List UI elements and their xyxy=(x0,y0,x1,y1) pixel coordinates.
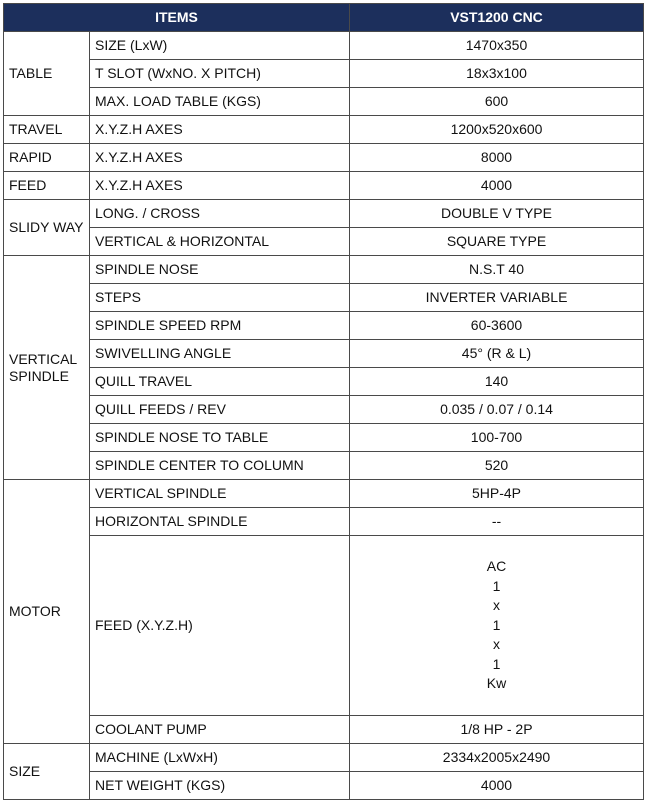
item-label: STEPS xyxy=(90,284,350,312)
table-row xyxy=(4,424,644,452)
item-label: NET WEIGHT (KGS) xyxy=(90,772,350,800)
value-line: AC xyxy=(486,558,507,575)
item-value: 1200x520x600 xyxy=(350,116,644,144)
table-row xyxy=(4,772,644,800)
item-value: 5HP-4P xyxy=(350,480,644,508)
item-value: 1470x350 xyxy=(350,32,644,60)
item-label: T SLOT (WxNO. X PITCH) xyxy=(90,60,350,88)
item-value: 4000 xyxy=(350,772,644,800)
item-label: QUILL FEEDS / REV xyxy=(90,396,350,424)
group-motor: MOTOR xyxy=(4,480,90,744)
item-label: VERTICAL SPINDLE xyxy=(90,480,350,508)
item-value: 100-700 xyxy=(350,424,644,452)
item-label: X.Y.Z.H AXES xyxy=(90,144,350,172)
item-label: HORIZONTAL SPINDLE xyxy=(90,508,350,536)
value-line: 1 xyxy=(492,577,501,594)
value-line: x xyxy=(493,636,500,653)
item-label: SPINDLE SPEED RPM xyxy=(90,312,350,340)
table-row xyxy=(4,536,644,716)
value-line: 1 xyxy=(492,616,501,633)
table-row xyxy=(4,144,644,172)
header-items: ITEMS xyxy=(4,4,350,32)
group-slidy-way: SLIDY WAY xyxy=(4,200,90,256)
item-label: MACHINE (LxWxH) xyxy=(90,744,350,772)
table-row xyxy=(4,716,644,744)
item-label: X.Y.Z.H AXES xyxy=(90,116,350,144)
group-rapid: RAPID xyxy=(4,144,90,172)
item-label: VERTICAL & HORIZONTAL xyxy=(90,228,350,256)
table-row xyxy=(4,88,644,116)
item-label: SWIVELLING ANGLE xyxy=(90,340,350,368)
table-row xyxy=(4,508,644,536)
table-row xyxy=(4,228,644,256)
header-model: VST1200 CNC xyxy=(350,4,644,32)
table-row xyxy=(4,284,644,312)
group-table: TABLE xyxy=(4,32,90,116)
table-row xyxy=(4,32,644,60)
table-row xyxy=(4,744,644,772)
group-travel: TRAVEL xyxy=(4,116,90,144)
group-size: SIZE xyxy=(4,744,90,800)
item-value: 1/8 HP - 2P xyxy=(350,716,644,744)
item-value: SQUARE TYPE xyxy=(350,228,644,256)
item-value: N.S.T 40 xyxy=(350,256,644,284)
table-row xyxy=(4,172,644,200)
item-value: -- xyxy=(350,508,644,536)
item-value: 18x3x100 xyxy=(350,60,644,88)
value-line: 1 xyxy=(492,655,501,672)
table-row xyxy=(4,480,644,508)
item-value: 520 xyxy=(350,452,644,480)
item-label: SIZE (LxW) xyxy=(90,32,350,60)
value-line: Kw xyxy=(486,675,507,692)
item-value: 600 xyxy=(350,88,644,116)
header-row xyxy=(4,4,644,32)
table-row xyxy=(4,60,644,88)
item-value: 2334x2005x2490 xyxy=(350,744,644,772)
item-label: SPINDLE NOSE TO TABLE xyxy=(90,424,350,452)
table-row xyxy=(4,200,644,228)
table-row xyxy=(4,340,644,368)
table-row xyxy=(4,256,644,284)
table-row xyxy=(4,368,644,396)
table-row xyxy=(4,116,644,144)
item-label: SPINDLE CENTER TO COLUMN xyxy=(90,452,350,480)
item-value: 60-3600 xyxy=(350,312,644,340)
item-value: 45° (R & L) xyxy=(350,340,644,368)
table-row xyxy=(4,396,644,424)
item-value: DOUBLE V TYPE xyxy=(350,200,644,228)
item-value: 4000 xyxy=(350,172,644,200)
item-label: LONG. / CROSS xyxy=(90,200,350,228)
item-label: X.Y.Z.H AXES xyxy=(90,172,350,200)
item-value: 140 xyxy=(350,368,644,396)
item-value: INVERTER VARIABLE xyxy=(350,284,644,312)
item-label: MAX. LOAD TABLE (KGS) xyxy=(90,88,350,116)
spec-table xyxy=(3,3,644,800)
item-label: FEED (X.Y.Z.H) xyxy=(90,536,350,716)
table-row xyxy=(4,312,644,340)
item-label: SPINDLE NOSE xyxy=(90,256,350,284)
group-vertical-spindle: VERTICAL SPINDLE xyxy=(4,256,90,480)
value-line: x xyxy=(493,597,500,614)
item-label: QUILL TRAVEL xyxy=(90,368,350,396)
item-label: COOLANT PUMP xyxy=(90,716,350,744)
item-value: 8000 xyxy=(350,144,644,172)
group-feed: FEED xyxy=(4,172,90,200)
table-row xyxy=(4,452,644,480)
item-value-stacked xyxy=(350,536,644,716)
item-value: 0.035 / 0.07 / 0.14 xyxy=(350,396,644,424)
